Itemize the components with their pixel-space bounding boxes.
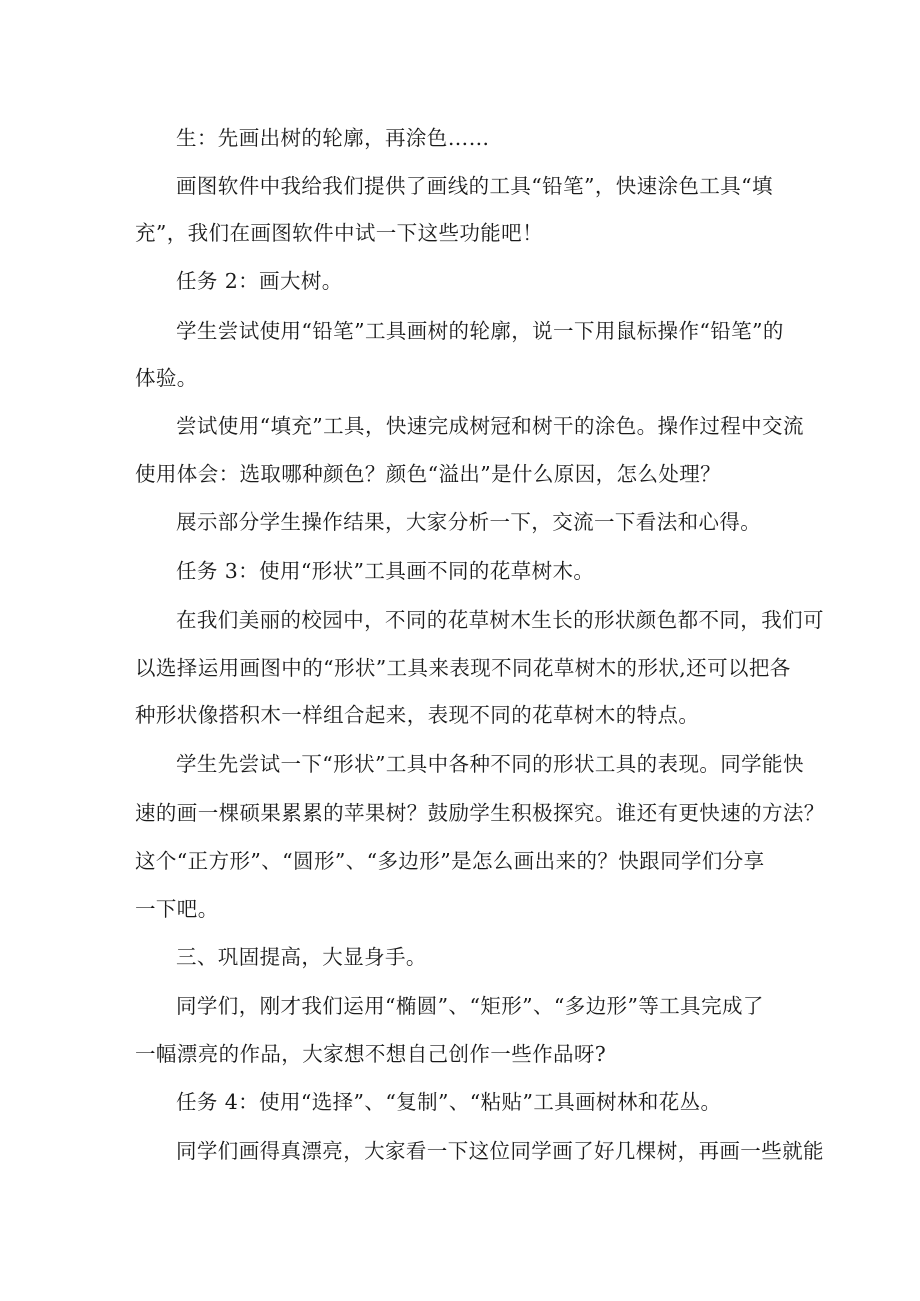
paragraph-line: 一幅漂亮的作品，大家想不想自己创作一些作品呀? — [135, 1042, 607, 1066]
paragraph-line: 同学们画得真漂亮，大家看一下这位同学画了好几棵树，再画一些就能 — [176, 1139, 824, 1163]
section-heading: 三、巩固提高，大显身手。 — [176, 945, 427, 969]
paragraph-line: 画图软件中我给我们提供了画线的工具“铅笔”，快速涂色工具“填 — [176, 174, 773, 198]
paragraph-line: 使用体会：选取哪种颜色？颜色“溢出”是什么原因，怎么处理？ — [135, 462, 722, 486]
paragraph-line: 一下吧。 — [135, 897, 219, 921]
paragraph-line: 充”，我们在画图软件中试一下这些功能吧！ — [135, 221, 543, 245]
paragraph-line: 以选择运用画图中的“形状”工具来表现不同花草树木的形状,还可以把各 — [135, 656, 791, 680]
paragraph-line: 学生尝试使用“铅笔”工具画树的轮廓，说一下用鼠标操作“铅笔”的 — [176, 319, 784, 343]
paragraph-line: 种形状像搭积木一样组合起来，表现不同的花草树木的特点。 — [135, 703, 700, 727]
task-heading: 任务 4：使用“选择”、“复制”、“粘贴”工具画树林和花丛。 — [176, 1090, 722, 1114]
paragraph-line: 学生先尝试一下“形状”工具中各种不同的形状工具的表现。同学能快 — [176, 752, 804, 776]
paragraph-line: 这个“正方形”、“圆形”、“多边形”是怎么画出来的？快跟同学们分享 — [135, 849, 765, 873]
paragraph-line: 生：先画出树的轮廓，再涂色…… — [176, 126, 490, 150]
paragraph-line: 同学们，刚才我们运用“椭圆”、“矩形”、“多边形”等工具完成了 — [176, 994, 764, 1018]
task-heading: 任务 2：画大树。 — [176, 269, 343, 293]
paragraph-line: 在我们美丽的校园中，不同的花草树木生长的形状颜色都不同，我们可 — [176, 608, 824, 632]
task-heading: 任务 3：使用“形状”工具画不同的花草树木。 — [176, 559, 595, 583]
paragraph-line: 尝试使用“填充”工具，快速完成树冠和树干的涂色。操作过程中交流 — [176, 414, 804, 438]
paragraph-line: 体验。 — [135, 366, 198, 390]
paragraph-line: 速的画一棵硕果累累的苹果树？鼓励学生积极探究。谁还有更快速的方法？ — [135, 801, 825, 825]
paragraph-line: 展示部分学生操作结果，大家分析一下，交流一下看法和心得。 — [176, 510, 762, 534]
